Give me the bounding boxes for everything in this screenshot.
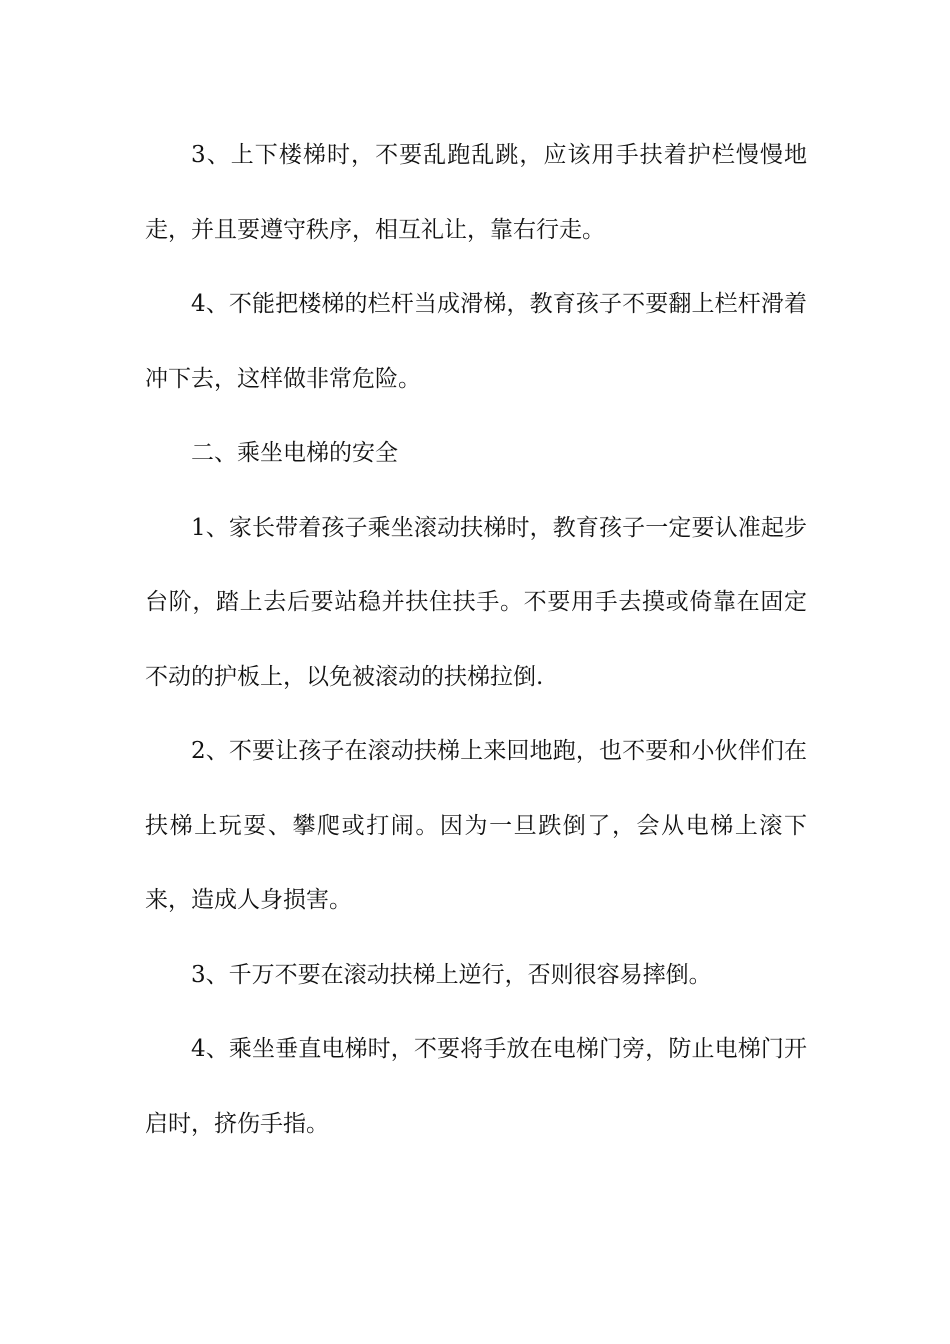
paragraph-stairs-3: 3、上下楼梯时，不要乱跑乱跳，应该用手扶着护栏慢慢地走，并且要遵守秩序，相互礼让，靠右行走。 [145, 142, 807, 243]
section-heading-elevator-safety: 二、乘坐电梯的安全 [191, 440, 398, 466]
paragraph-elevator-1: 1、家长带着孩子乘坐滚动扶梯时，教育孩子一定要认准起步台阶，踏上去后要站稳并扶住扶手。不要用手去摸或倚靠在固定不动的护板上，以免被滚动的扶梯拉倒. [145, 514, 807, 690]
document-body [145, 118, 807, 1161]
paragraph-elevator-2: 2、不要让孩子在滚动扶梯上来回地跑，也不要和小伙伴们在扶梯上玩耍、攀爬或打闹。因为一旦跌倒了，会从电梯上滚下来，造成人身损害。 [145, 738, 807, 913]
paragraph-elevator-4: 4、乘坐垂直电梯时，不要将手放在电梯门旁，防止电梯门开启时，挤伤手指。 [145, 1036, 807, 1137]
paragraph-stairs-4: 4、不能把楼梯的栏杆当成滑梯，教育孩子不要翻上栏杆滑着冲下去，这样做非常危险。 [145, 291, 807, 392]
paragraph-elevator-3: 3、千万不要在滚动扶梯上逆行，否则很容易摔倒。 [191, 961, 712, 988]
